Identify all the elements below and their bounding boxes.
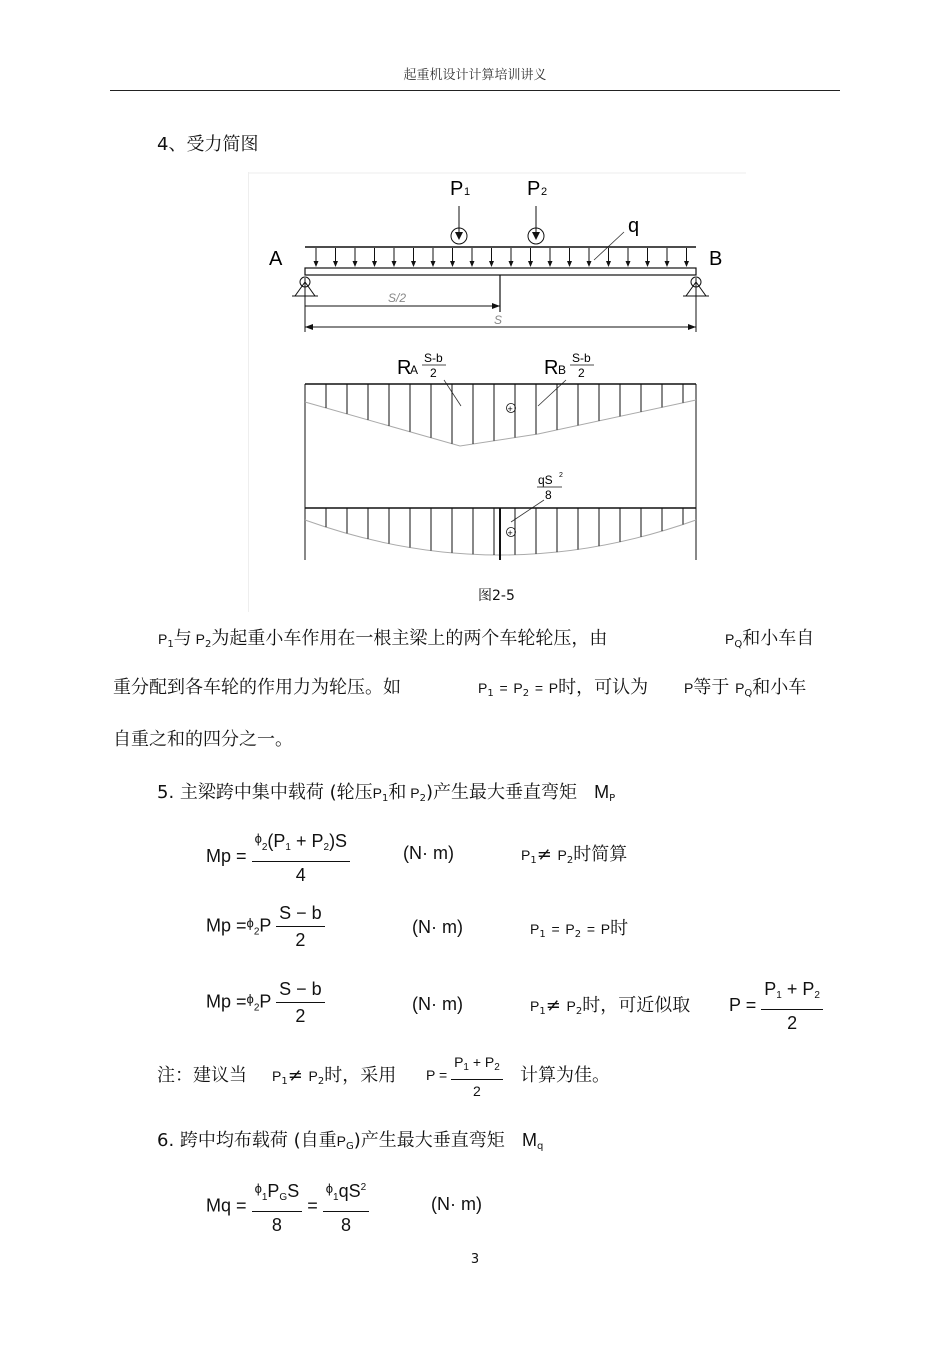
formula-mp-1: Mp = $\frac{^\phi_2(P_1 + P_2)S}{4}$ [206, 826, 350, 888]
load-arrow-head [567, 261, 572, 267]
load-arrow-head [587, 261, 592, 267]
load-arrow-head [392, 261, 397, 267]
force-diagram [248, 172, 748, 612]
load-arrow-head [411, 261, 416, 267]
formula-mp-3: Mp =$^\phi_2$P $\frac{S - b}{2}$ [206, 976, 325, 1029]
qs-num: qS [538, 473, 553, 487]
mq-fraction-1: $\frac{^\phi_1P_GS}{8}$ [252, 1176, 303, 1238]
para1-line1-end: $P_Q$和小车自 [725, 628, 815, 650]
load-arrow-head [372, 261, 377, 267]
mq-fraction-2: $\frac{^\phi_1qS^2}{8}$ [323, 1175, 369, 1238]
section-5-title: 5. 主梁跨中集中载荷 (轮压$P_1$和 $P_2$)产生最大垂直弯矩 $M_P$ [157, 782, 616, 804]
load-arrow-head [528, 261, 533, 267]
formula-2-fraction: $\frac{S - b}{2}$ [276, 900, 325, 953]
ra-label: R [397, 357, 412, 379]
para1-line2-mid: $P_1 = P_2 = P$时，可认为 [478, 677, 649, 699]
qs-sup: 2 [559, 472, 563, 479]
header-rule [110, 90, 840, 91]
note-suffix: 计算为佳。 [520, 1065, 610, 1086]
p2-label: P [527, 178, 541, 200]
q-label: q [628, 215, 640, 237]
note-condition: $P_1\ne P_2$时，采用 [272, 1065, 397, 1087]
formula-3-fraction: $\frac{S - b}{2}$ [276, 976, 325, 1029]
load-arrow-head [353, 261, 358, 267]
distributed-load-arrows [314, 248, 690, 267]
load-arrow-head [665, 261, 670, 267]
support-b-label: B [709, 248, 723, 270]
load-arrow-head [333, 261, 338, 267]
load-arrow-head [509, 261, 514, 267]
running-header: 起重机设计计算培训讲义 [403, 68, 547, 83]
qs-den: 8 [545, 488, 552, 502]
formula-1-unit: (N· m) [403, 843, 454, 863]
load-arrow-head [645, 261, 650, 267]
para1-line3: 自重之和的四分之一。 [113, 729, 293, 750]
page-number: 3 [470, 1252, 480, 1267]
formula-3-unit: (N· m) [412, 994, 463, 1014]
p2-sub: 2 [541, 186, 548, 198]
formula-2-condition: $P_1 = P_2 = P$时 [530, 918, 629, 940]
formula-mq-unit: (N· m) [431, 1194, 482, 1214]
formula-2-unit: (N· m) [412, 917, 463, 937]
load-arrow-head [431, 261, 436, 267]
formula-3-condition: $P_1\ne P_2$时，可近似取 [530, 995, 691, 1017]
load-arrow-head [314, 261, 319, 267]
p1-sub: 1 [464, 186, 471, 198]
moment-plus-icon: + [507, 528, 513, 538]
p1-label: P [450, 178, 464, 200]
ra-frac-num: S-b [424, 351, 443, 365]
note-prefix: 注：建议当 [157, 1065, 247, 1086]
shear-diagram [305, 384, 696, 508]
span-label: S [494, 313, 503, 327]
rb-frac-num: S-b [572, 351, 591, 365]
load-arrow-head [684, 261, 689, 267]
section-6-title: 6. 跨中均布载荷 (自重$P_G$)产生最大垂直弯矩 $M_q$ [157, 1130, 544, 1152]
ra-frac-den: 2 [430, 366, 437, 380]
load-arrow-head [548, 261, 553, 267]
support-a-label: A [269, 248, 283, 270]
rb-frac-den: 2 [578, 366, 585, 380]
figure-caption: 图2-5 [478, 588, 515, 604]
rb-label: R [544, 357, 559, 379]
ra-sub: A [410, 363, 419, 377]
load-arrow-head [450, 261, 455, 267]
note-formula: P = $\frac{P_1 + P_2}{2}$ [426, 1051, 503, 1102]
moment-diagram [305, 508, 696, 560]
load-arrow-head [626, 261, 631, 267]
rb-sub: B [558, 363, 567, 377]
load-arrow-head [489, 261, 494, 267]
main-beam [305, 268, 696, 275]
section-4-title: 4、受力简图 [157, 134, 259, 155]
para1-line2: 重分配到各车轮的作用力为轮压。如 [113, 677, 401, 698]
shear-plus-icon: + [507, 404, 513, 414]
para1-line1: $P_1$与 $P_2$为起重小车作用在一根主梁上的两个车轮轮压，由 [158, 628, 608, 650]
para1-line2-end: P等于 $P_Q$和小车 [684, 677, 807, 699]
approx-formula: P = $\frac{P_1 + P_2}{2}$ [729, 976, 823, 1036]
formula-1-condition: $P_1\ne P_2$时简算 [521, 844, 628, 866]
load-arrow-head [606, 261, 611, 267]
formula-mp-2: Mp =$^\phi_2$P $\frac{S - b}{2}$ [206, 900, 325, 953]
half-span-label: S/2 [388, 291, 407, 305]
formula-1-fraction: $\frac{^\phi_2(P_1 + P_2)S}{4}$ [252, 826, 351, 888]
formula-mq: Mq = $\frac{^\phi_1P_GS}{8}$ = $\frac{^\phi_1qS^2}{8}$ [206, 1175, 369, 1238]
load-arrow-head [470, 261, 475, 267]
